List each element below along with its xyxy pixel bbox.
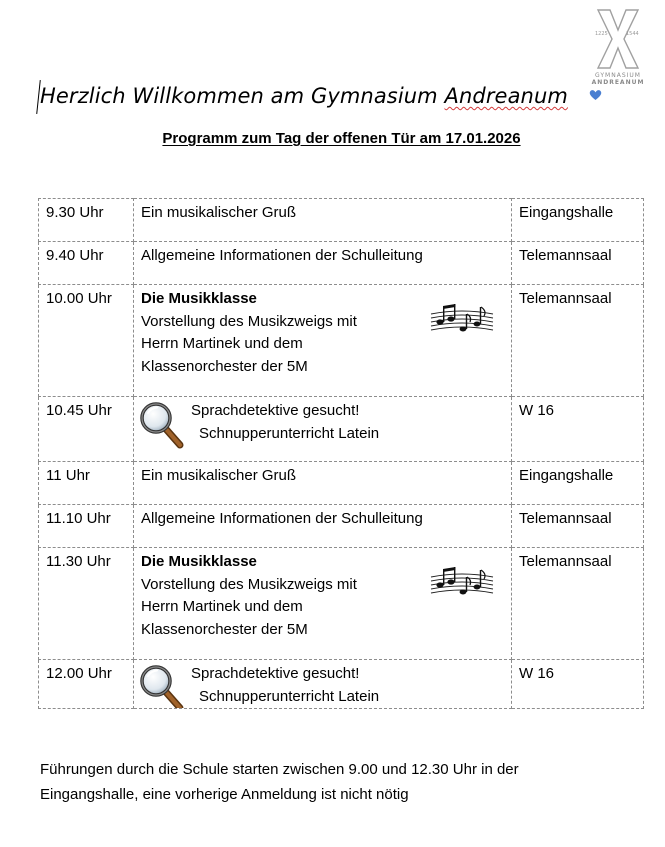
schedule-row (39, 242, 644, 285)
magnifying-glass-icon (139, 664, 185, 709)
schedule-description (134, 242, 512, 285)
schedule-time: 9.40 Uhr (39, 242, 134, 285)
description-line: Schnupperunterricht Latein (199, 424, 380, 442)
page-title-name: Andreanum (444, 84, 568, 108)
logo-text-line1: GYMNASIUM (595, 72, 641, 79)
page-title-prefix: Herzlich Willkommen am Gymnasium (40, 84, 445, 108)
description-heading: Die Musikklasse (141, 290, 257, 307)
schedule-table (38, 198, 644, 709)
schedule-place: W 16 (512, 397, 644, 462)
schedule-description (134, 505, 512, 548)
description-line: Klassenorchester der 5M (141, 620, 308, 638)
magnifying-glass-icon (139, 401, 185, 449)
description-line: Vorstellung des Musikzweigs mit (141, 575, 357, 593)
schedule-time: 12.00 Uhr (39, 660, 134, 709)
description-line: Herrn Martinek und dem (141, 335, 303, 352)
description-line: Vorstellung des Musikzweigs mit (141, 312, 357, 330)
schedule-description (134, 660, 512, 709)
school-logo-mark (588, 8, 648, 70)
page-subtitle: Programm zum Tag der offenen Tür am 17.01.2026 (162, 130, 521, 147)
description-line: Ein musikalischer Gruß (141, 467, 297, 484)
schedule-description (134, 285, 512, 397)
description-line: Schnupperunterricht Latein (199, 687, 380, 705)
schedule-row (39, 397, 644, 462)
schedule-place: W 16 (512, 660, 644, 709)
schedule-row (39, 199, 644, 242)
schedule-place: Eingangshalle (512, 462, 644, 505)
logo-year-left: 1225 (595, 31, 608, 37)
schedule-time: 11.30 Uhr (39, 548, 134, 660)
description-line: Ein musikalischer Gruß (141, 204, 297, 221)
description-line: Sprachdetektive gesucht! (191, 402, 360, 419)
school-logo (588, 8, 648, 90)
description-line: Allgemeine Informationen der Schulleitung (141, 510, 423, 527)
schedule-description (134, 397, 512, 462)
footer-note: Führungen durch die Schule starten zwischen 9.00 und 12.30 Uhr in der Eingangshalle, eine vorherige Anmeldung ist nicht nötig (40, 761, 519, 803)
schedule-place: Telemannsaal (512, 505, 644, 548)
schedule-description (134, 548, 512, 660)
description-line: Herrn Martinek und dem (141, 598, 303, 615)
schedule-row (39, 505, 644, 548)
schedule-place: Telemannsaal (512, 548, 644, 660)
description-line: Allgemeine Informationen der Schulleitung (141, 247, 423, 264)
schedule-row (39, 462, 644, 505)
logo-text-line2: ANDREANUM (591, 79, 645, 86)
schedule-row (39, 548, 644, 660)
description-heading: Die Musikklasse (141, 553, 257, 570)
schedule-place: Telemannsaal (512, 285, 644, 397)
schedule-time: 10.45 Uhr (39, 397, 134, 462)
schedule-row (39, 285, 644, 397)
music-notes-icon (430, 302, 494, 336)
schedule-description (134, 462, 512, 505)
description-line: Sprachdetektive gesucht! (191, 665, 360, 682)
schedule-time: 11.10 Uhr (39, 505, 134, 548)
logo-year-right: 1544 (626, 31, 639, 37)
page-title (40, 84, 568, 108)
schedule-description (134, 199, 512, 242)
schedule-time: 9.30 Uhr (39, 199, 134, 242)
schedule-place: Telemannsaal (512, 242, 644, 285)
schedule-time: 10.00 Uhr (39, 285, 134, 397)
schedule-time: 11 Uhr (39, 462, 134, 505)
schedule-place: Eingangshalle (512, 199, 644, 242)
music-notes-icon (430, 565, 494, 599)
heart-icon (589, 89, 602, 101)
schedule-row (39, 660, 644, 709)
description-line: Klassenorchester der 5M (141, 357, 308, 375)
